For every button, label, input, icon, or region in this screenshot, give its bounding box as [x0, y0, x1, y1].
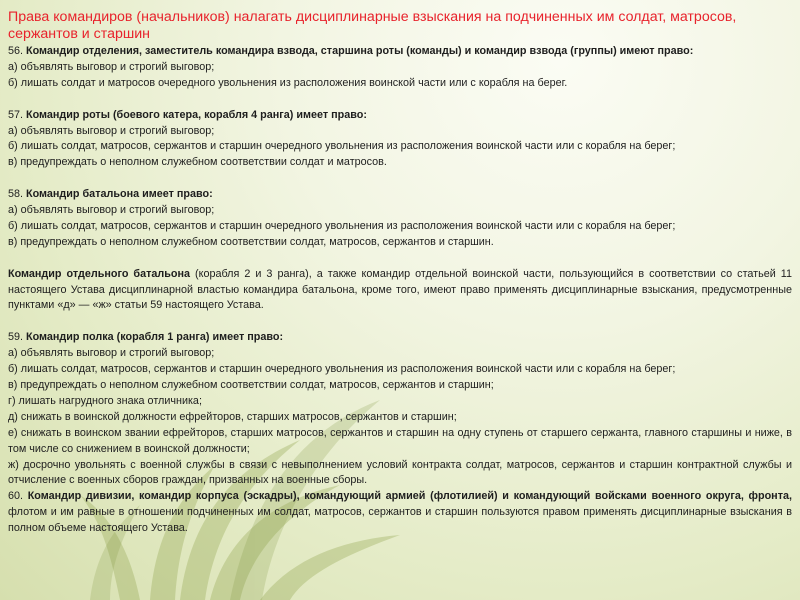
article-57-heading	[8, 108, 792, 124]
article-58-heading	[8, 187, 792, 203]
article-58-title: Командир батальона имеет право:	[26, 188, 213, 201]
article-60-title: Командир дивизии, командир корпуса (эскадры), командующий армией (флотилией) и командующий войсками военного округа, фронта,	[27, 490, 792, 503]
article-58-item-a: а) объявлять выговор и строгий выговор;	[8, 204, 215, 217]
article-56-title: Командир отделения, заместитель командира взвода, старшина роты (команды) и командир взвода (группы) имеют право:	[26, 45, 694, 57]
article-60-paragraph	[8, 489, 792, 537]
article-57-item-a: а) объявлять выговор и строгий выговор;	[8, 124, 215, 137]
separate-battalion-text: (корабля 2 и 3 ранга), а также командир отдельной воинской части, пользующийся в соответствии со статьей 11 настоящего Устава дисциплинарной властью командира батальона, кроме того, имеют право применять дисциплинарные взыскания, предусмотренные пунктами «д» — «ж» статьи 59 настоящего Устава.	[8, 267, 792, 312]
article-56-item-b: б) лишать солдат и матросов очередного увольнения из расположения воинской части или с корабля на берег.	[8, 76, 568, 89]
spacer	[8, 251, 792, 267]
article-59-item-e: д) снижать в воинской должности ефрейторов, старших матросов, сержантов и старшин;	[8, 410, 457, 423]
article-58-item-c: в) предупреждать о неполном служебном соответствии солдат, матросов, сержантов и старшин.	[8, 235, 494, 248]
article-59-heading	[8, 330, 792, 346]
slide-title: Права командиров (начальников) налагать дисциплинарные взыскания на подчиненных им солдат, матросов, сержантов и старшин	[8, 9, 737, 42]
article-57-item-b: б) лишать солдат, матросов, сержантов и старшин очередного увольнения из расположения воинской части или с корабля на берег;	[8, 140, 676, 153]
article-57-title: Командир роты (боевого катера, корабля 4 ранга) имеет право:	[26, 108, 367, 121]
spacer	[8, 92, 792, 108]
article-60-text: флотом и им равные в отношении подчиненных им солдат, матросов, сержантов и старшин пользуются правом применять дисциплинарные взыскания в полном объеме настоящего Устава.	[8, 506, 792, 535]
article-56-heading	[8, 44, 792, 60]
article-59-item-a: а) объявлять выговор и строгий выговор;	[8, 347, 215, 360]
separate-battalion-paragraph	[8, 267, 792, 315]
article-57-item-c: в) предупреждать о неполном служебном соответствии солдат и матросов.	[8, 156, 387, 169]
article-59-item-d: г) лишать нагрудного знака отличника;	[8, 394, 202, 407]
slide-body	[8, 44, 792, 537]
article-56-number: 56.	[8, 45, 27, 57]
article-58-number: 58.	[8, 188, 27, 201]
separate-battalion-title: Командир отдельного батальона	[8, 267, 191, 280]
article-59-item-b: б) лишать солдат, матросов, сержантов и старшин очередного увольнения из расположения воинской части или с корабля на берег;	[8, 363, 676, 376]
article-57-number: 57.	[8, 108, 27, 121]
article-58-item-b: б) лишать солдат, матросов, сержантов и старшин очередного увольнения из расположения воинской части или с корабля на берег;	[8, 219, 676, 232]
article-59-item-f: е) снижать в воинском звании ефрейторов, старших матросов, сержантов и старшин на одну ступень от старшего сержанта, главного старшины и ниже, в том числе со снижением в воинской должности;	[8, 426, 792, 455]
slide	[8, 0, 792, 600]
article-59-item-c: в) предупреждать о неполном служебном соответствии солдат, матросов, сержантов и старшин;	[8, 378, 494, 391]
article-59-number: 59.	[8, 331, 27, 344]
spacer	[8, 314, 792, 330]
article-60-number: 60.	[8, 490, 28, 503]
spacer	[8, 171, 792, 187]
article-56-item-a: а) объявлять выговор и строгий выговор;	[8, 60, 215, 73]
article-59-item-g: ж) досрочно увольнять с военной службы в связи с невыполнением условий контракта солдат, матросов, сержантов и старшин контрактной службы и отчисление с военных сборов граждан, призванных на военные сборы.	[8, 458, 792, 487]
article-59-title: Командир полка (корабля 1 ранга) имеет право:	[26, 331, 284, 344]
